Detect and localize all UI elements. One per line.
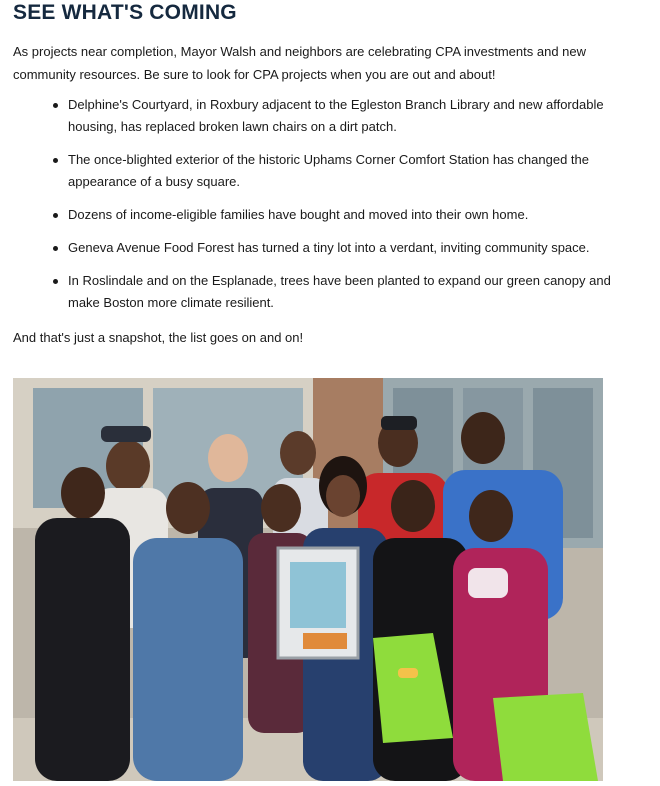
list-item	[13, 149, 633, 193]
bullet-icon	[53, 158, 58, 163]
list-item	[13, 204, 633, 226]
list-item-text: Geneva Avenue Food Forest has turned a tiny lot into a verdant, inviting community space.	[68, 240, 590, 255]
list-item	[13, 94, 633, 138]
group-photo	[13, 378, 603, 781]
list-item-text: Dozens of income-eligible families have bought and moved into their own home.	[68, 207, 529, 222]
list-item	[13, 270, 633, 314]
list-item-text: Delphine's Courtyard, in Roxbury adjacent to the Egleston Branch Library and new affordable housing, has replaced broken lawn chairs on a dirt patch.	[68, 97, 604, 134]
list-item	[13, 237, 633, 259]
bullet-icon	[53, 213, 58, 218]
closing-paragraph: And that's just a snapshot, the list goes on and on!	[13, 330, 304, 345]
bullet-icon	[53, 246, 58, 251]
intro-paragraph: As projects near completion, Mayor Walsh and neighbors are celebrating CPA investments and new community resources. Be sure to look for CPA projects when you are out and about!	[13, 44, 587, 82]
project-list	[13, 94, 633, 325]
section-title: SEE WHAT'S COMING	[13, 1, 237, 24]
group-photo-icon	[13, 378, 603, 781]
list-item-text: In Roslindale and on the Esplanade, trees have been planted to expand our green canopy and make Boston more climate resilient.	[68, 273, 611, 310]
list-item-text: The once-blighted exterior of the historic Uphams Corner Comfort Station has changed the appearance of a busy square.	[68, 152, 589, 189]
bullet-icon	[53, 279, 58, 284]
bullet-icon	[53, 103, 58, 108]
